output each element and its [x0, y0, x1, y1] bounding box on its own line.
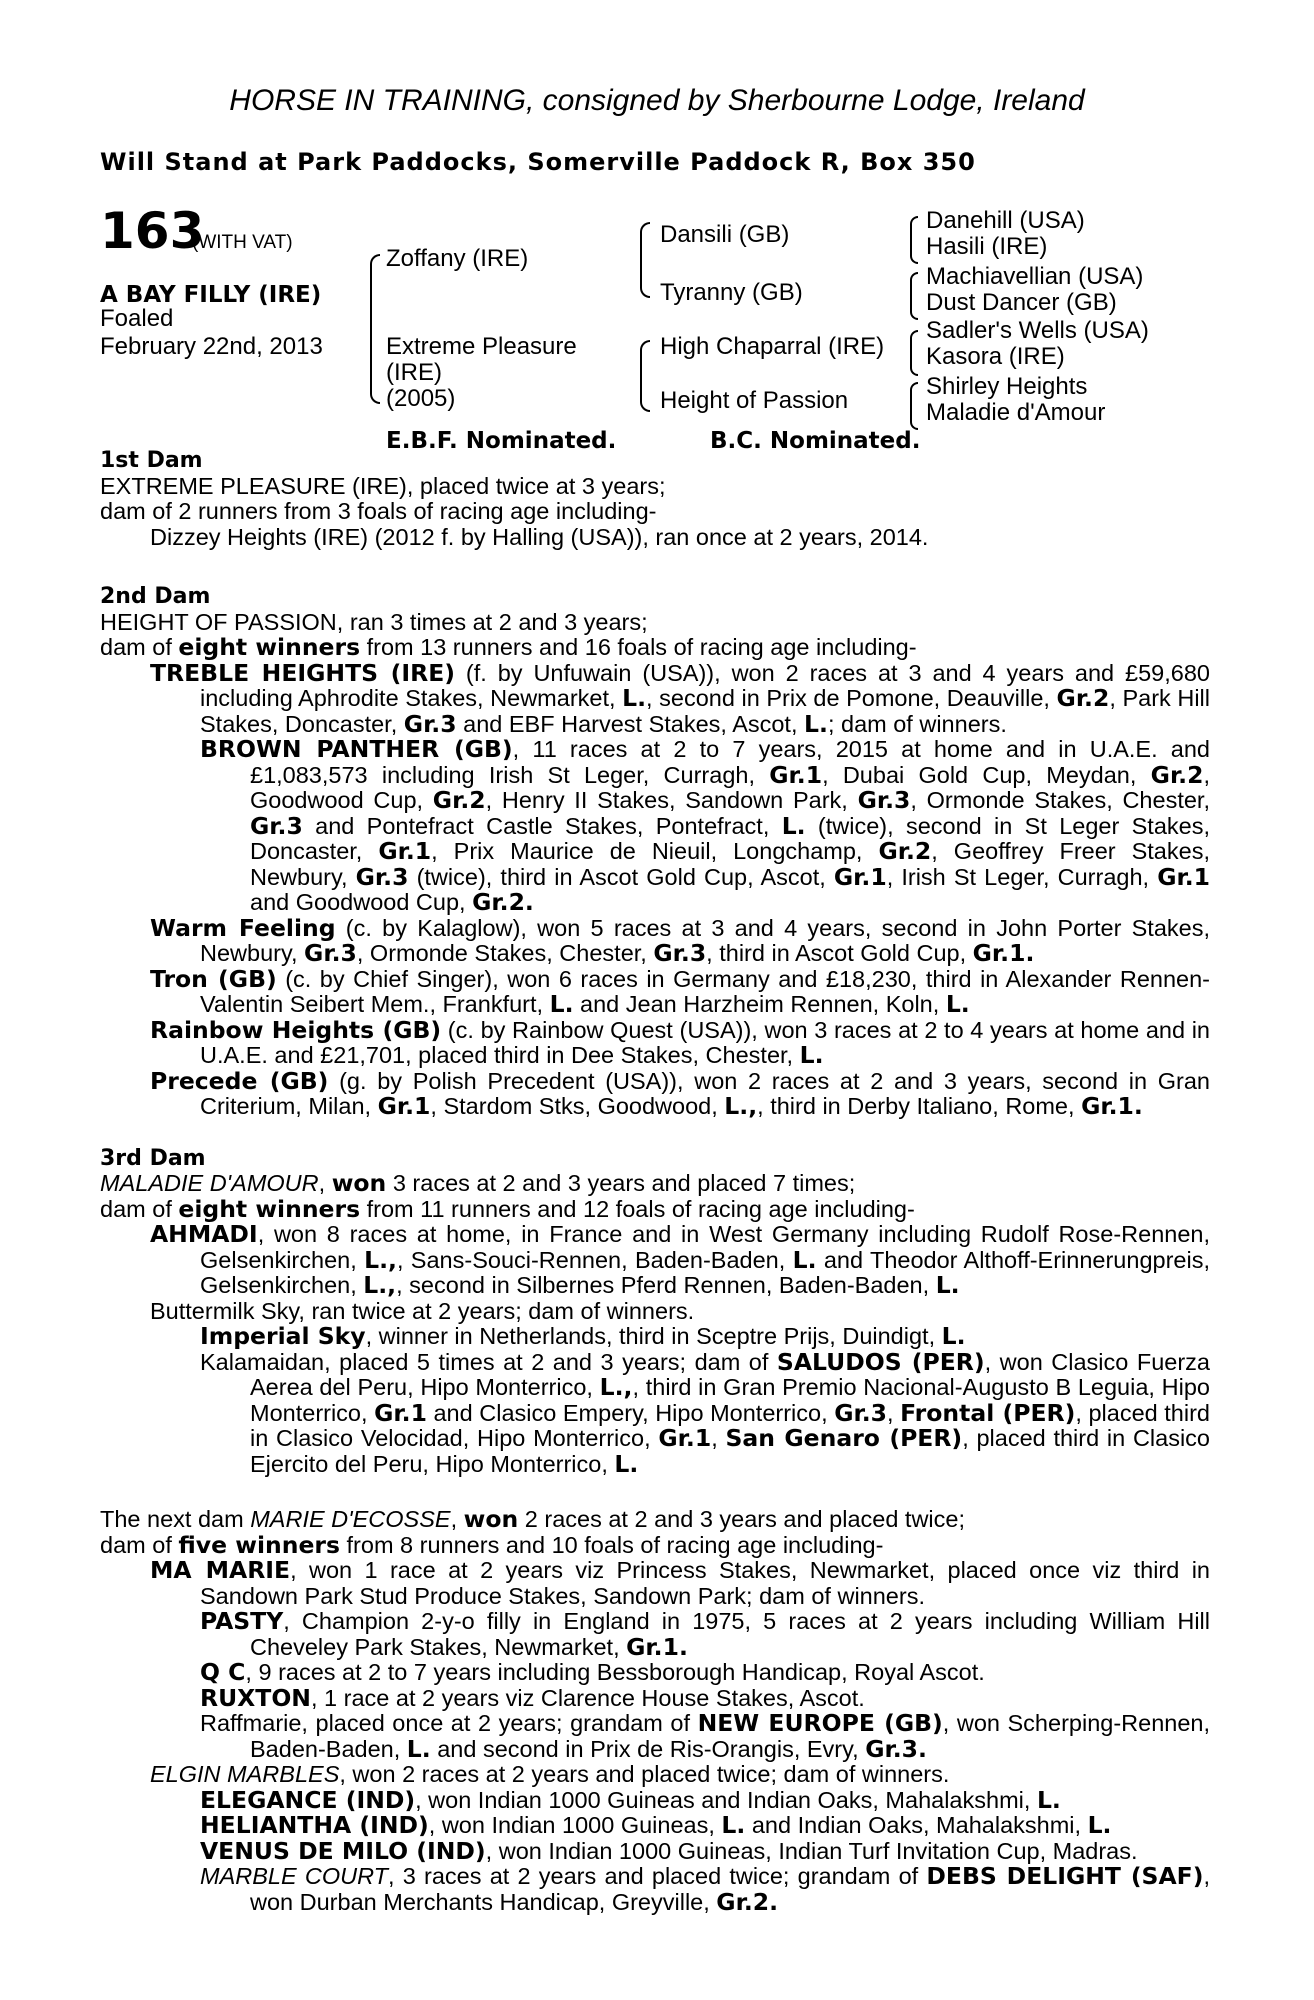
pedigree-gen3-1: Danehill (USA) — [926, 207, 1085, 234]
next-dam-line1: The next dam MARIE D'ECOSSE, won 2 races at 2 and 3 years and placed twice; — [100, 1505, 965, 1533]
second-dam-heading: 2nd Dam — [100, 584, 211, 609]
produce-buttermilk-sky: Buttermilk Sky, ran twice at 2 years; dam of winners. — [150, 1297, 695, 1324]
next-dam-section — [100, 1507, 1210, 1915]
pedigree-gen3-7: Shirley Heights — [926, 373, 1088, 400]
first-dam-line2: dam of 2 runners from 3 foals of racing age including- — [100, 498, 657, 524]
pedigree-dam-line1: Extreme Pleasure — [386, 333, 577, 360]
pedigree-dam-dam: Height of Passion — [660, 387, 849, 414]
first-dam-heading: 1st Dam — [100, 448, 203, 473]
produce-imperial-sky: Imperial Sky, winner in Netherlands, third in Sceptre Prijs, Duindigt, L. — [200, 1322, 966, 1350]
consignor-header: HORSE IN TRAINING, consigned by Sherbourne Lodge, Ireland — [229, 84, 1085, 117]
pedigree-bracket-dam — [640, 340, 650, 412]
produce-venus-de-milo: VENUS DE MILO (IND), won Indian 1000 Guineas, Indian Turf Invitation Cup, Madras. — [200, 1836, 1138, 1865]
produce-pasty: PASTY, Champion 2-y-o filly in England in 1975, 5 races at 2 years including William Hill Cheveley Park Stakes, Newmarket, Gr.1. — [200, 1607, 1210, 1661]
pedigree-gen3-8: Maladie d'Amour — [926, 399, 1106, 426]
second-dam-line1: HEIGHT OF PASSION, ran 3 times at 2 and 3 years; — [100, 608, 648, 635]
pedigree-bracket-main — [370, 254, 380, 404]
produce-heliantha: HELIANTHA (IND), won Indian 1000 Guineas, L. and Indian Oaks, Mahalakshmi, L. — [200, 1811, 1112, 1839]
pedigree-dam-line3: (2005) — [386, 385, 456, 412]
pedigree-dam-sire: High Chaparral (IRE) — [660, 333, 885, 360]
produce-kalamaidan: Kalamaidan, placed 5 times at 2 and 3 years; dam of SALUDOS (PER), won Clasico Fuerza Aerea del Peru, Hipo Monterrico, L.,, third in Gran Premio Nacional-Augusto B Leguia, Hipo Monterrico, Gr.1 and Clasico Empery, Hipo Monterrico, Gr.3, Frontal (PER), placed third in Clasico Velocidad, Hipo Monterrico, Gr.1, San Genaro (PER), placed third in Clasico Ejercito del Peru, Hipo Monterrico, L. — [200, 1347, 1210, 1478]
produce-marble-court: MARBLE COURT, 3 races at 2 years and placed twice; grandam of DEBS DELIGHT (SAF), won Durban Merchants Handicap, Greyville, Gr.2. — [200, 1862, 1210, 1916]
first-dam-produce: Dizzey Heights (IRE) (2012 f. by Halling (USA)), ran once at 2 years, 2014. — [150, 523, 929, 550]
produce-rainbow-heights: Rainbow Heights (GB) (c. by Rainbow Quest (USA)), won 3 races at 2 to 4 years at home and in U.A.E. and £21,701, placed third in Dee Stakes, Chester, L. — [150, 1015, 1210, 1069]
produce-ahmadi: AHMADI, won 8 races at home, in France and in West Germany including Rudolf Rose-Rennen, Gelsenkirchen, L.,, Sans-Souci-Rennen, Baden-Baden, L. and Theodor Althoff-Erinnerungpreis, Gelsenkirchen, L.,, second in Silbernes Pferd Rennen, Baden-Baden, L. — [150, 1220, 1210, 1299]
produce-tron: Tron (GB) (c. by Chief Singer), won 6 races in Germany and £18,230, third in Alexander Rennen-Valentin Seibert Mem., Frankfurt, L. and Jean Harzheim Rennen, Koln, L. — [150, 964, 1210, 1018]
produce-treble-heights: TREBLE HEIGHTS (IRE) (f. by Unfuwain (USA)), won 2 races at 3 and 4 years and £59,680 including Aphrodite Stakes, Newmarket, L., second in Prix de Pomone, Deauville, Gr.2, Park Hill Stakes, Doncaster, Gr.3 and EBF Harvest Stakes, Ascot, L.; dam of winners. — [150, 658, 1210, 738]
produce-q-c: Q C, 9 races at 2 to 7 years including Bessborough Handicap, Royal Ascot. — [200, 1658, 985, 1686]
pedigree-gen3-3: Machiavellian (USA) — [926, 263, 1144, 290]
produce-precede: Precede (GB) (g. by Polish Precedent (USA)), won 2 races at 2 and 3 years, second in Gran Criterium, Milan, Gr.1, Stardom Stks, Goodwood, L.,, third in Derby Italiano, Rome, Gr.1. — [150, 1066, 1210, 1120]
horse-description: A BAY FILLY (IRE) — [100, 282, 322, 308]
stand-location: Will Stand at Park Paddocks, Somerville Paddock R, Box 350 — [100, 148, 976, 176]
third-dam-line1: MALADIE D'AMOUR, won 3 races at 2 and 3 years and placed 7 times; — [100, 1169, 856, 1197]
pedigree-gen3-5: Sadler's Wells (USA) — [926, 317, 1149, 344]
produce-brown-panther: BROWN PANTHER (GB), 11 races at 2 to 7 years, 2015 at home and in U.A.E. and £1,083,573 including Irish St Leger, Curragh, Gr.1, Dubai Gold Cup, Meydan, Gr.2, Goodwood Cup, Gr.2, Henry II Stakes, Sandown Park, Gr.3, Ormonde Stakes, Chester, Gr.3 and Pontefract Castle Stakes, Pontefract, L. (twice), second in St Leger Stakes, Doncaster, Gr.1, Prix Maurice de Nieuil, Longchamp, Gr.2, Geoffrey Freer Stakes, Newbury, Gr.3 (twice), third in Ascot Gold Cup, Ascot, Gr.1, Irish St Leger, Curragh, Gr.1 and Goodwood Cup, Gr.2. — [200, 735, 1211, 916]
pedigree-bracket-ss — [910, 216, 918, 264]
second-dam-section — [100, 584, 1210, 1120]
produce-elegance: ELEGANCE (IND), won Indian 1000 Guineas and Indian Oaks, Mahalakshmi, L. — [200, 1785, 1061, 1814]
second-dam-line2: dam of eight winners from 13 runners and 16 foals of racing age including- — [100, 633, 917, 661]
produce-ma-marie: MA MARIE, won 1 race at 2 years viz Princess Stakes, Newmarket, placed once viz third in Sandown Park Stud Produce Stakes, Sandown Park; dam of winners. — [150, 1556, 1211, 1609]
pedigree-sire: Zoffany (IRE) — [386, 245, 529, 272]
produce-ruxton: RUXTON, 1 race at 2 years viz Clarence House Stakes, Ascot. — [200, 1683, 865, 1712]
next-dam-line2: dam of five winners from 8 runners and 10 foals of racing age including- — [100, 1530, 884, 1559]
produce-warm-feeling: Warm Feeling (c. by Kalaglow), won 5 races at 3 and 4 years, second in John Porter Stakes, Newbury, Gr.3, Ormonde Stakes, Chester, Gr.3, third in Ascot Gold Cup, Gr.1. — [150, 913, 1211, 967]
third-dam-line2: dam of eight winners from 11 runners and 12 foals of racing age including- — [100, 1194, 915, 1223]
produce-record — [100, 448, 1210, 1915]
bc-nominated: B.C. Nominated. — [710, 428, 921, 454]
pedigree-gen3-6: Kasora (IRE) — [926, 343, 1065, 370]
vat-label: (WITH VAT) — [192, 232, 293, 253]
produce-elgin-marbles: ELGIN MARBLES, won 2 races at 2 years and placed twice; dam of winners. — [150, 1761, 950, 1787]
lot-number: 163 — [100, 202, 205, 260]
pedigree-bracket-dd — [910, 382, 918, 430]
first-dam-line1: EXTREME PLEASURE (IRE), placed twice at 3 years; — [100, 472, 666, 499]
third-dam-heading: 3rd Dam — [100, 1145, 206, 1171]
pedigree-dam-line2: (IRE) — [386, 359, 442, 386]
ebf-nominated: E.B.F. Nominated. — [386, 428, 617, 454]
pedigree-sire-sire: Dansili (GB) — [660, 221, 790, 248]
pedigree-bracket-ds — [910, 330, 918, 376]
pedigree-gen3-2: Hasili (IRE) — [926, 233, 1048, 260]
pedigree-bracket-sd — [910, 272, 918, 320]
pedigree-bracket-sire — [640, 222, 650, 298]
pedigree-gen3-4: Dust Dancer (GB) — [926, 289, 1117, 316]
foaled-label: Foaled — [100, 305, 174, 332]
first-dam-section — [100, 448, 1210, 550]
pedigree-sire-dam: Tyranny (GB) — [660, 279, 803, 306]
produce-raffmarie: Raffmarie, placed once at 2 years; grandam of NEW EUROPE (GB), won Scherping-Rennen, Baden-Baden, L. and second in Prix de Ris-Orangis, Evry, Gr.3. — [200, 1709, 1211, 1763]
third-dam-section — [100, 1146, 1210, 1478]
foaled-date: February 22nd, 2013 — [100, 333, 323, 360]
